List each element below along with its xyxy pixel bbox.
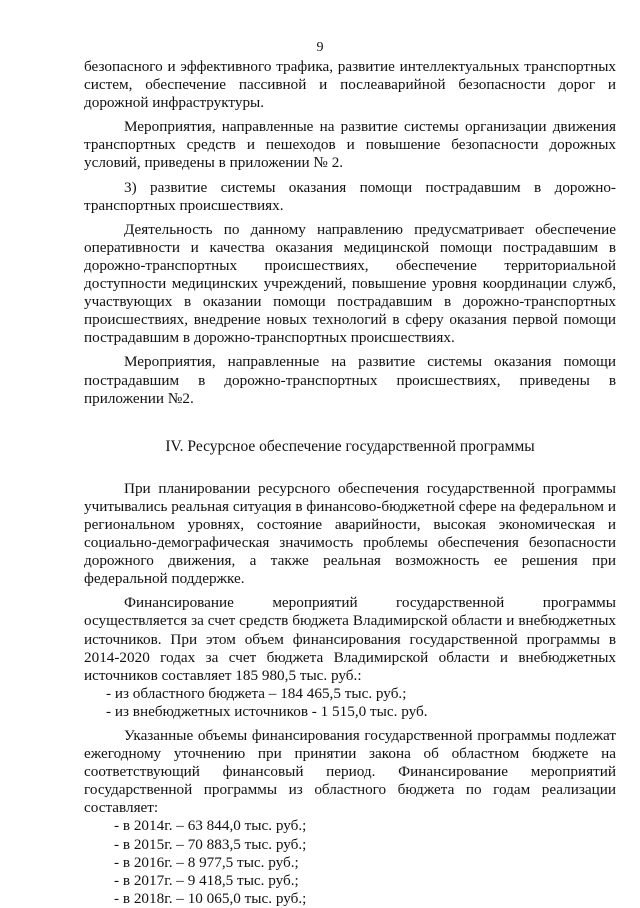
section-heading: IV. Ресурсное обеспечение государственной программы: [165, 437, 535, 455]
list-item: - в 2014г. – 63 844,0 тыс. руб.;: [114, 817, 307, 835]
list-item: - в 2017г. – 9 418,5 тыс. руб.;: [114, 871, 299, 889]
list-item: - в 2018г. – 10 065,0 тыс. руб.;: [114, 889, 307, 907]
paragraph-annual-adjustment: Указанные объемы финансирования государственной программы подлежат ежегодному уточнению при принятии закона об областном бюджете на соответствующий финансовый период. Финансирование мероприятий государственной программы из областного бюджета по годам реализации составляет:: [84, 727, 616, 817]
list-item: - из внебюджетных источников - 1 515,0 тыс. руб.: [106, 702, 428, 720]
document-body: [84, 58, 616, 908]
paragraph-planning: При планировании ресурсного обеспечения государственной программы учитывались реальная ситуация в финансово-бюджетной сфере на федеральном и региональном уровнях, состояние аварийности, высокая экономическая и социально-демографическая значимость проблемы обеспечения безопасности дорожного движения, а также реальная возможность ее решения при федеральной поддержке.: [84, 479, 616, 588]
years-list: [84, 817, 616, 907]
list-item: - из областного бюджета – 184 465,5 тыс. руб.;: [106, 684, 407, 702]
paragraph-measures-traffic: Мероприятия, направленные на развитие системы организации движения транспортных средств и пешеходов и повышение безопасности дорожных условий, приведены в приложении № 2.: [84, 118, 616, 172]
paragraph-activity: Деятельность по данному направлению предусматривает обеспечение оперативности и качества оказания медицинской помощи пострадавшим в дорожно-транспортных происшествиях, обеспечение территориальной доступности медицинских учреждений, повышение уровня координации служб, участвующих в оказании помощи пострадавшим в дорожно-транспортных происшествиях, внедрение новых технологий в сферу оказания первой помощи пострадавшим в дорожно-транспортных происшествиях.: [84, 220, 616, 347]
paragraph-continuation: безопасного и эффективного трафика, развитие интеллектуальных транспортных систем, обеспечение пассивной и послеаварийной безопасности дорог и дорожной инфраструктуры.: [84, 58, 616, 112]
list-item: - в 2016г. – 8 977,5 тыс. руб.;: [114, 853, 299, 871]
paragraph-financing: Финансирование мероприятий государственной программы осуществляется за счет средств бюджета Владимирской области и внебюджетных источников. При этом объем финансирования государственной программы в 2014-2020 годах за счет бюджета Владимирской области и внебюджетных источников составляет 185 980,5 тыс. руб.:: [84, 594, 616, 684]
page-number: 9: [316, 40, 324, 55]
sources-list: [84, 685, 616, 721]
paragraph-measures-help: Мероприятия, направленные на развитие системы оказания помощи пострадавшим в дорожно-транспортных происшествиях, приведены в приложении №2.: [84, 353, 616, 407]
paragraph-item-3: 3) развитие системы оказания помощи пострадавшим в дорожно-транспортных происшествиях.: [84, 178, 616, 214]
list-item: - в 2015г. – 70 883,5 тыс. руб.;: [114, 835, 307, 853]
